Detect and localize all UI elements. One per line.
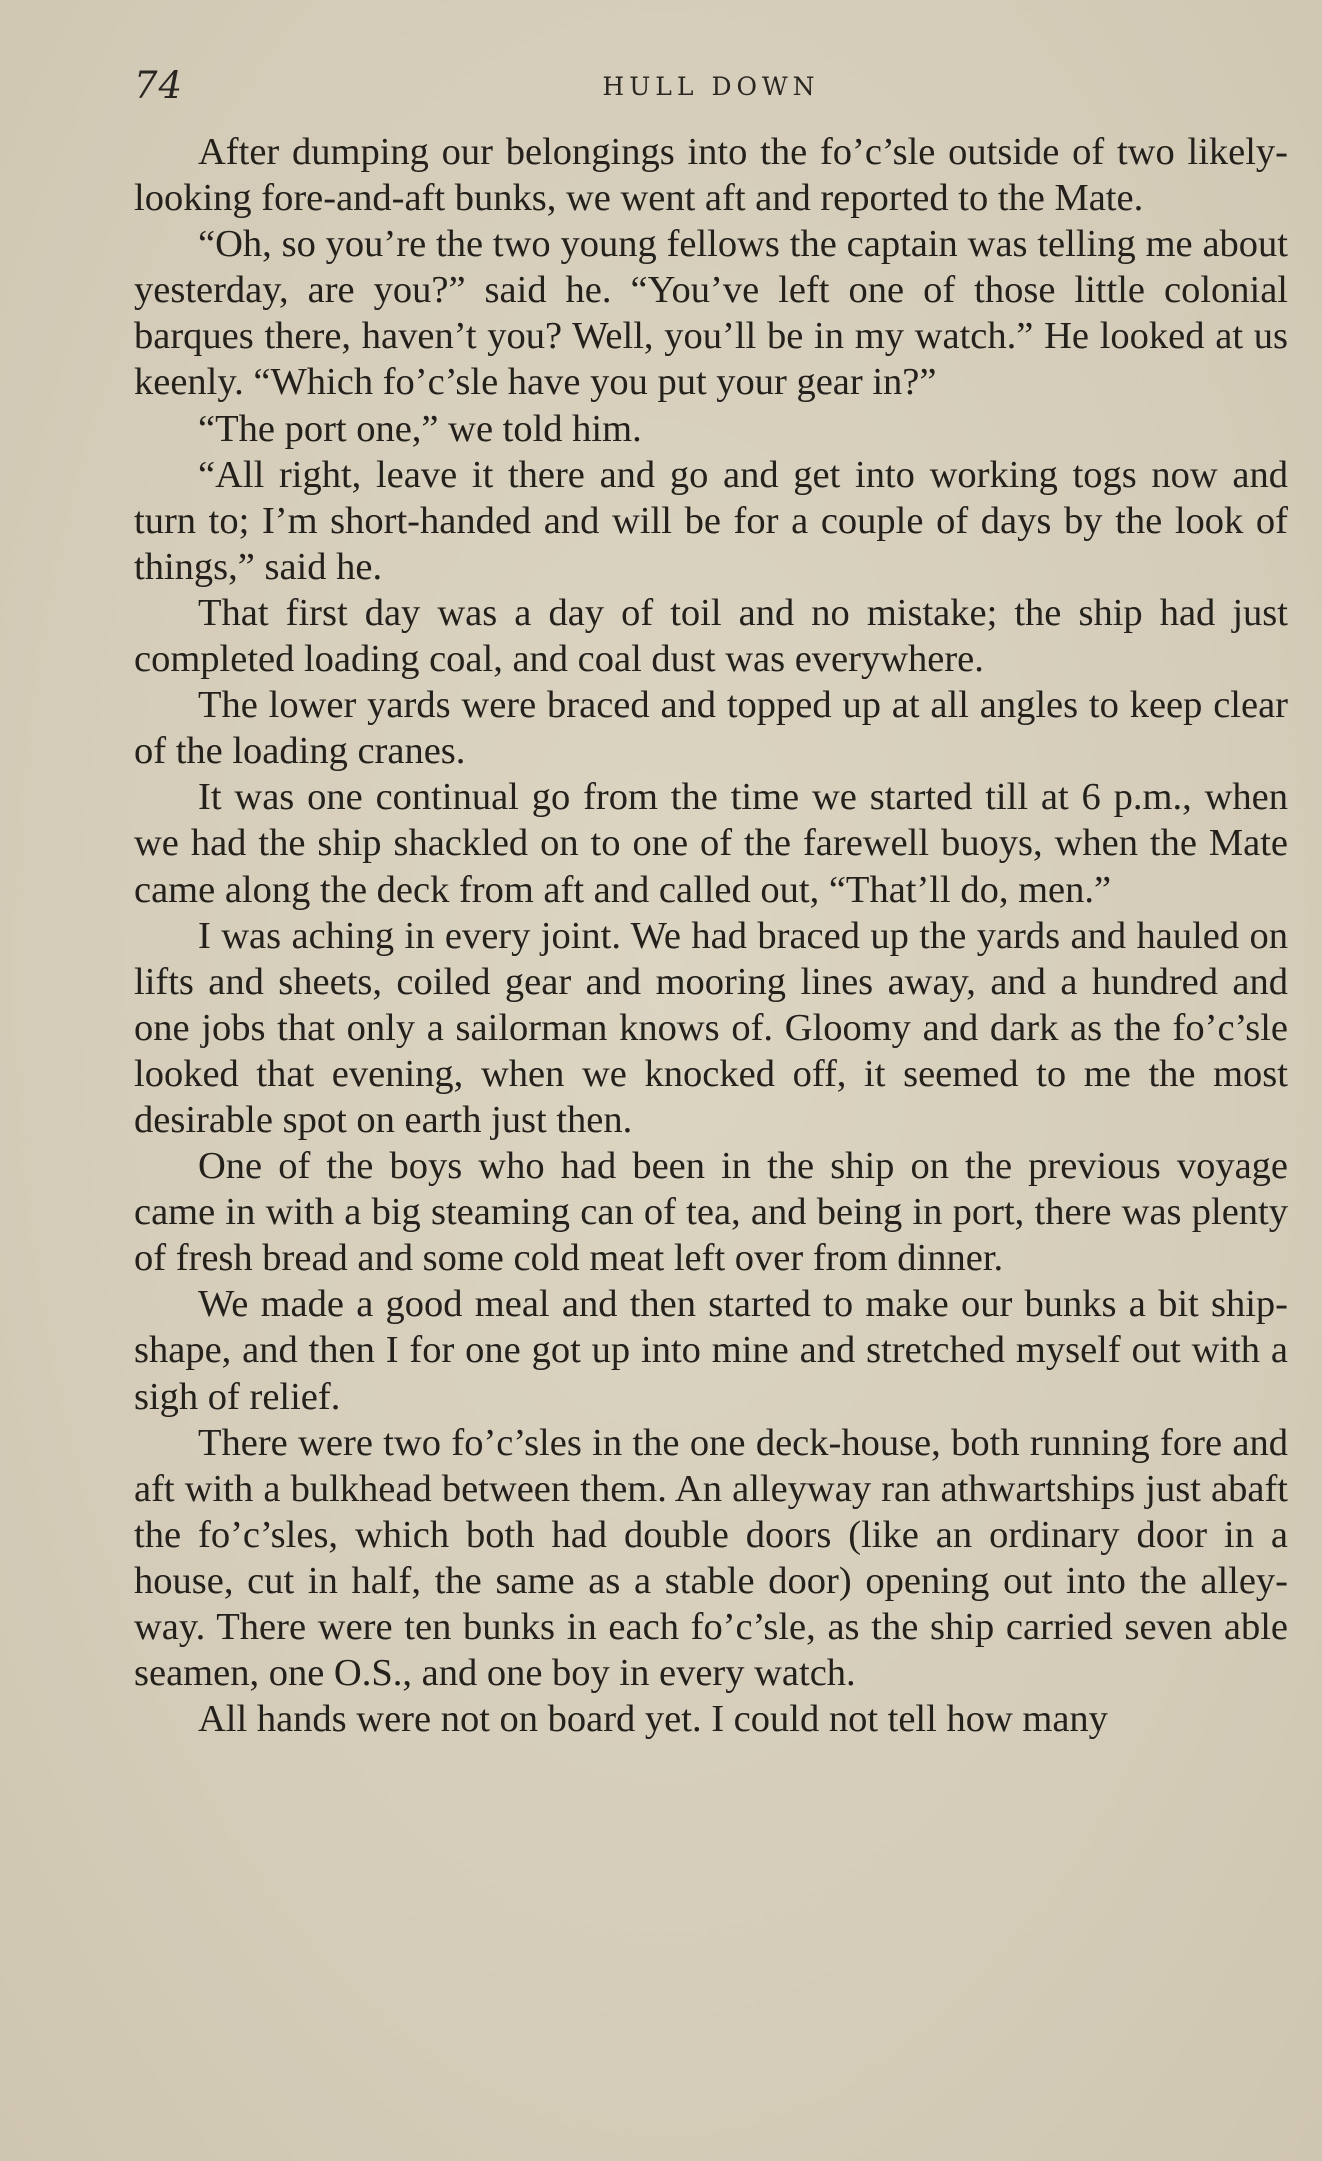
paragraph: There were two fo’c’sles in the one deck-house, both running fore and aft with a bulkhead between them. An alleyway ran athwartships just abaft the fo’c’sles, which both had double doors (like an ordinary door in a house, cut in half, the same as a stable door) opening out into the alley-way. There were ten bunks in each fo’c’sle, as the ship carried seven able seamen, one O.S., and one boy in every watch. <box>134 1421 1288 1695</box>
paragraph: That first day was a day of toil and no mistake; the ship had just completed loading coal, and coal dust was everywhere. <box>134 591 1288 681</box>
page-number: 74 <box>134 64 184 107</box>
paragraph: The lower yards were braced and topped up at all angles to keep clear of the loading cranes. <box>134 684 1288 773</box>
body-text <box>134 129 1288 1742</box>
paragraph: We made a good meal and then started to make our bunks a bit ship-shape, and then I for one got up into mine and stretched myself out with a sigh of relief. <box>134 1283 1288 1418</box>
paragraph: I was aching in every joint. We had braced up the yards and hauled on lifts and sheets, coiled gear and mooring lines away, and a hundred and one jobs that only a sailorman knows of. Gloomy and dark as the fo’c’sle looked that evening, when we knocked off, it seemed to me the most desirable spot on earth just then. <box>134 914 1288 1141</box>
paragraph: All hands were not on board yet. I could not tell how many <box>198 1698 1108 1741</box>
page-header <box>134 64 1288 114</box>
paragraph: One of the boys who had been in the ship on the previous voyage came in with a big steaming can of tea, and being in port, there was plenty of fresh bread and some cold meat left over from dinner. <box>134 1145 1288 1280</box>
paragraph: “Oh, so you’re the two young fellows the captain was telling me about yesterday, are you?” said he. “You’ve left one of those little colonial barques there, haven’t you? Well, you’ll be in my watch.” He looked at us keenly. “Which fo’c’sle have you put your gear in?” <box>134 223 1288 404</box>
paragraph: “The port one,” we told him. <box>198 407 642 450</box>
paragraph: It was one continual go from the time we started till at 6 p.m., when we had the ship shackled on to one of the farewell buoys, when the Mate came along the deck from aft and called out, “That’ll do, men.” <box>134 776 1288 911</box>
paragraph: After dumping our belongings into the fo’c’sle outside of two likely-looking fore-and-aft bunks, we went aft and reported to the Mate. <box>134 131 1288 220</box>
running-head: HULL DOWN <box>602 72 820 101</box>
paragraph: “All right, leave it there and go and get into working togs now and turn to; I’m short-handed and will be for a couple of days by the look of things,” said he. <box>134 453 1288 588</box>
